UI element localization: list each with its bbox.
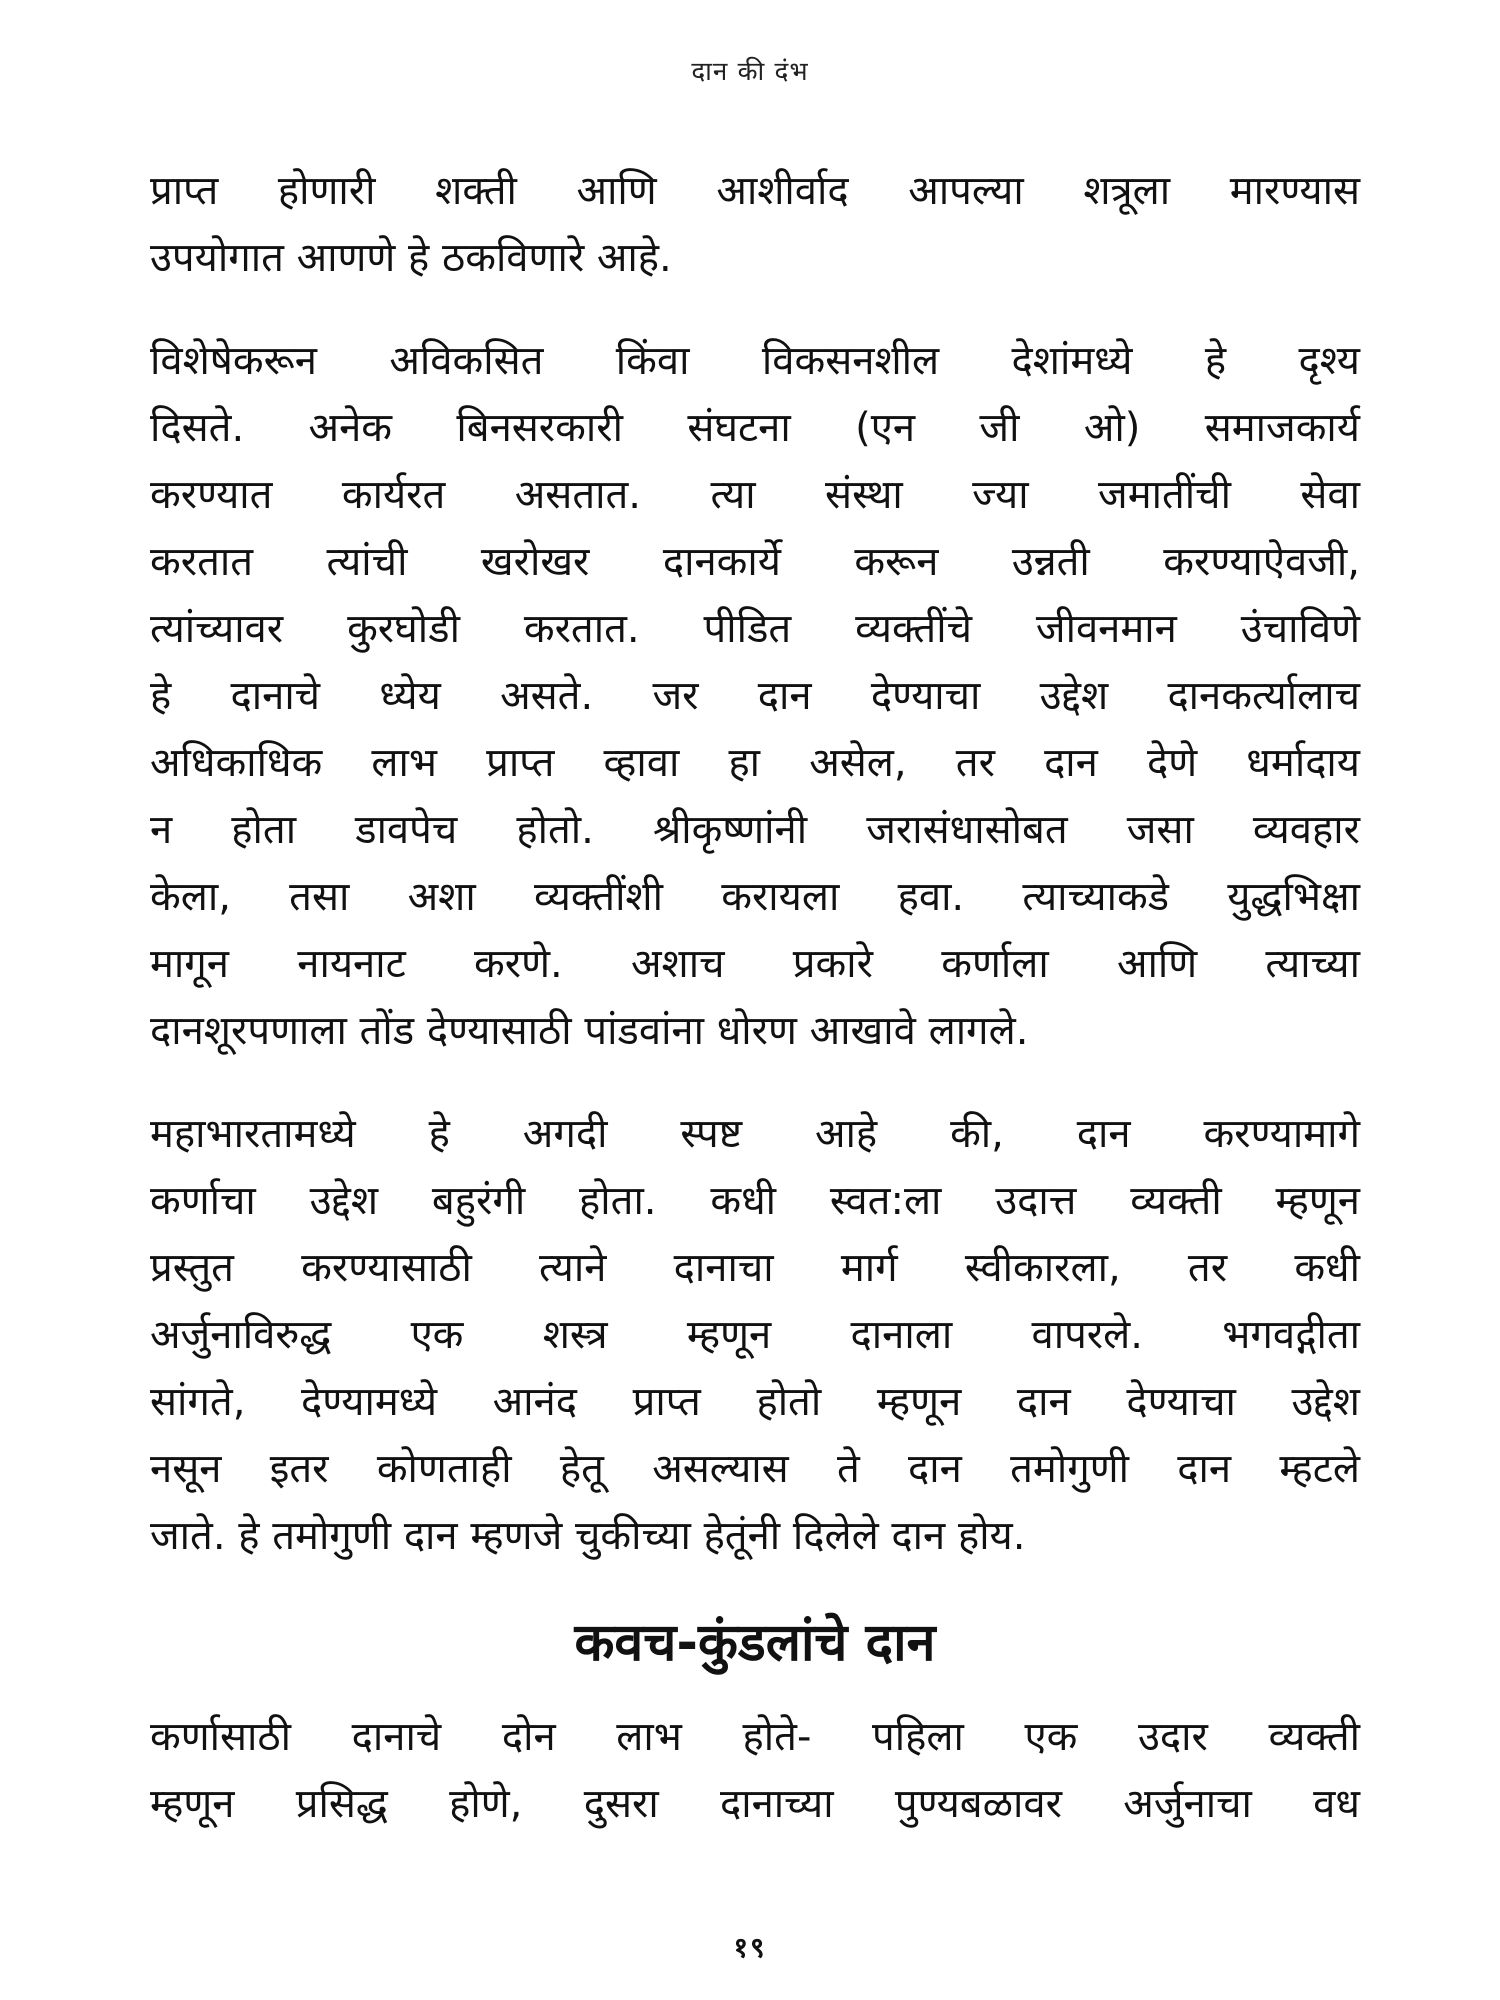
text-line: त्यांच्यावर कुरघोडी करतात. पीडित व्यक्तींचे जीवनमान उंचाविणे [150, 606, 1360, 652]
text-line: हे दानाचे ध्येय असते. जर दान देण्याचा उद्देश दानकर्त्यालाच [150, 673, 1360, 719]
text-line: सांगते, देण्यामध्ये आनंद प्राप्त होतो म्हणून दान देण्याचा उद्देश [150, 1379, 1360, 1425]
text-line: मागून नायनाट करणे. अशाच प्रकारे कर्णाला आणि त्याच्या [150, 941, 1360, 987]
section-heading: कवच-कुंडलांचे दान [574, 1613, 936, 1673]
text-line: प्राप्त होणारी शक्ती आणि आशीर्वाद आपल्या शत्रूला मारण्यास [150, 168, 1360, 214]
text-line: प्रस्तुत करण्यासाठी त्याने दानाचा मार्ग स्वीकारला, तर कधी [150, 1245, 1360, 1291]
text-line: विशेषेकरून अविकसित किंवा विकसनशील देशांमध्ये हे दृश्य [150, 338, 1360, 384]
text-line: कर्णाचा उद्देश बहुरंगी होता. कधी स्वत:ला उदात्त व्यक्ती म्हणून [150, 1178, 1360, 1224]
text-line: अर्जुनाविरुद्ध एक शस्त्र म्हणून दानाला वापरले. भगवद्गीता [150, 1312, 1360, 1358]
text-line: करतात त्यांची खरोखर दानकार्ये करून उन्नती करण्याऐवजी, [150, 539, 1360, 585]
running-header: दान की दंभ [691, 57, 809, 87]
text-line: दानशूरपणाला तोंड देण्यासाठी पांडवांना धोरण आखावे लागले. [150, 1008, 1029, 1054]
text-line: कर्णासाठी दानाचे दोन लाभ होते- पहिला एक उदार व्यक्ती [150, 1714, 1360, 1760]
text-line: केला, तसा अशा व्यक्तींशी करायला हवा. त्याच्याकडे युद्धभिक्षा [150, 874, 1360, 920]
paragraph-1 [150, 158, 1360, 292]
paragraph-3 [150, 1101, 1360, 1570]
paragraph-2 [150, 328, 1360, 1065]
text-line: करण्यात कार्यरत असतात. त्या संस्था ज्या जमातींची सेवा [150, 472, 1360, 518]
text-line: न होता डावपेच होतो. श्रीकृष्णांनी जरासंधासोबत जसा व्यवहार [150, 807, 1360, 853]
text-line: अधिकाधिक लाभ प्राप्त व्हावा हा असेल, तर दान देणे धर्मादाय [150, 740, 1360, 786]
body-text [150, 158, 1360, 1874]
text-line: उपयोगात आणणे हे ठकविणारे आहे. [150, 235, 672, 281]
page-number: १९ [733, 1931, 767, 1964]
text-line: दिसते. अनेक बिनसरकारी संघटना (एन जी ओ) समाजकार्य [150, 405, 1360, 451]
text-line: नसून इतर कोणताही हेतू असल्यास ते दान तमोगुणी दान म्हटले [150, 1446, 1360, 1492]
section-paragraph [150, 1704, 1360, 1838]
text-line: म्हणून प्रसिद्ध होणे, दुसरा दानाच्या पुण्यबळावर अर्जुनाचा वध [150, 1781, 1360, 1827]
text-line: जाते. हे तमोगुणी दान म्हणजे चुकीच्या हेतूंनी दिलेले दान होय. [150, 1513, 1026, 1559]
text-line: महाभारतामध्ये हे अगदी स्पष्ट आहे की, दान करण्यामागे [150, 1111, 1360, 1157]
